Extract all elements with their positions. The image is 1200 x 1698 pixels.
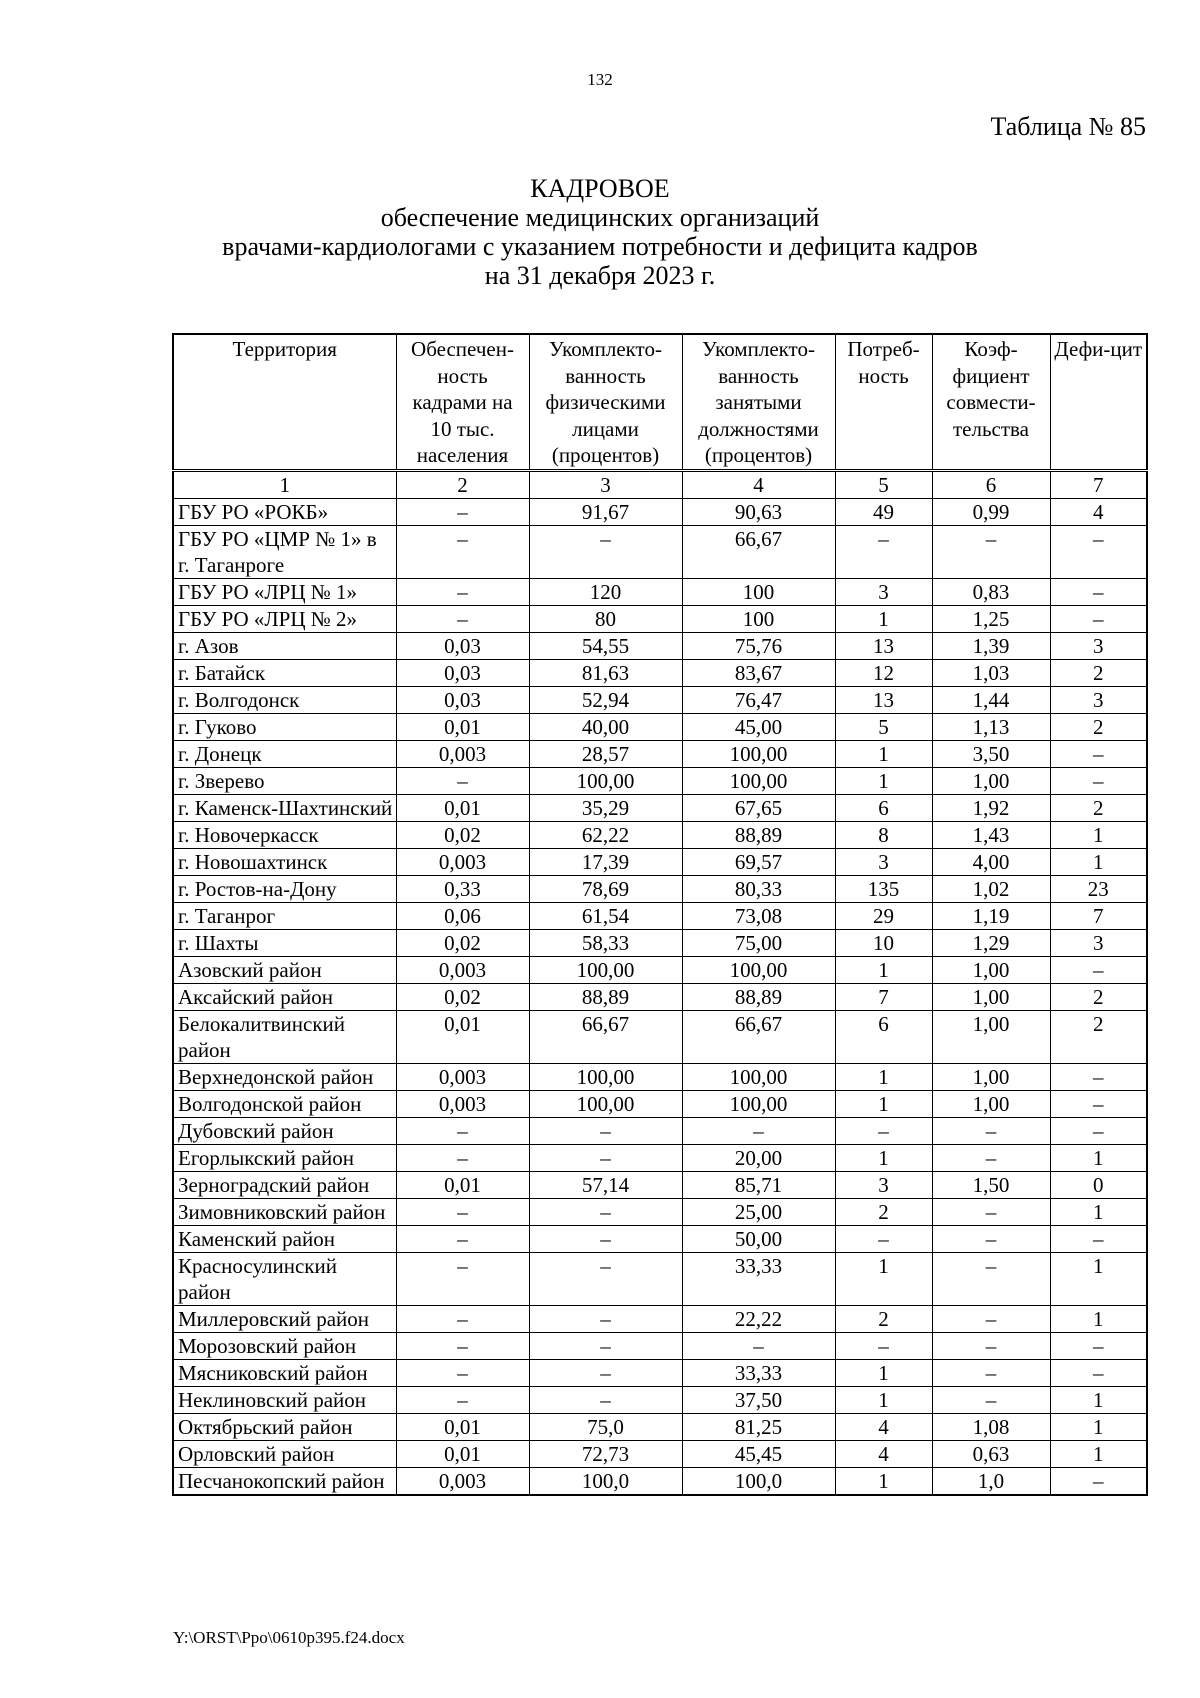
table-heading xyxy=(0,174,1200,290)
need-cell: 29 xyxy=(835,902,932,929)
deficit-cell: 1 xyxy=(1050,821,1147,848)
staffing-per-10k-cell: 0,003 xyxy=(396,1090,529,1117)
territory-cell: г. Каменск-Шахтинский xyxy=(173,794,396,821)
staffing-per-10k-cell: – xyxy=(396,1305,529,1332)
deficit-cell: 2 xyxy=(1050,713,1147,740)
need-cell: 10 xyxy=(835,929,932,956)
staffing-individuals-cell: – xyxy=(529,1198,682,1225)
territory-cell: г. Волгодонск xyxy=(173,686,396,713)
combination-coef-cell: 1,25 xyxy=(932,605,1050,632)
deficit-cell: – xyxy=(1050,1063,1147,1090)
table-row xyxy=(173,1063,1147,1090)
table-row xyxy=(173,1198,1147,1225)
staffing-positions-cell: 33,33 xyxy=(682,1252,835,1305)
deficit-cell: – xyxy=(1050,1332,1147,1359)
need-cell: 1 xyxy=(835,1252,932,1305)
table-label: Таблица № 85 xyxy=(990,112,1146,141)
staffing-individuals-cell: 100,00 xyxy=(529,1063,682,1090)
staffing-per-10k-cell: 0,003 xyxy=(396,848,529,875)
deficit-cell: 1 xyxy=(1050,848,1147,875)
combination-coef-cell: – xyxy=(932,1332,1050,1359)
staffing-per-10k-cell: – xyxy=(396,1386,529,1413)
staffing-per-10k-cell: 0,01 xyxy=(396,1440,529,1467)
staffing-positions-cell: 100,00 xyxy=(682,767,835,794)
staffing-per-10k-cell: – xyxy=(396,525,529,578)
combination-coef-cell: 1,0 xyxy=(932,1467,1050,1495)
need-cell: 13 xyxy=(835,686,932,713)
table-row xyxy=(173,1010,1147,1063)
need-cell: 8 xyxy=(835,821,932,848)
staffing-individuals-cell: 61,54 xyxy=(529,902,682,929)
combination-coef-cell: 1,29 xyxy=(932,929,1050,956)
need-cell: 1 xyxy=(835,1467,932,1495)
staffing-positions-cell: 50,00 xyxy=(682,1225,835,1252)
territory-cell: Белокалитвинский район xyxy=(173,1010,396,1063)
table-row xyxy=(173,605,1147,632)
staffing-positions-cell: 69,57 xyxy=(682,848,835,875)
table-row xyxy=(173,1467,1147,1495)
deficit-cell: 2 xyxy=(1050,659,1147,686)
staffing-individuals-cell: 91,67 xyxy=(529,498,682,525)
table-row xyxy=(173,1117,1147,1144)
territory-cell: Каменский район xyxy=(173,1225,396,1252)
combination-coef-cell: 1,00 xyxy=(932,767,1050,794)
table-row xyxy=(173,686,1147,713)
staffing-individuals-cell: 52,94 xyxy=(529,686,682,713)
staffing-per-10k-cell: 0,02 xyxy=(396,983,529,1010)
staffing-per-10k-cell: – xyxy=(396,578,529,605)
column-number: 4 xyxy=(682,470,835,498)
staffing-per-10k-cell: – xyxy=(396,498,529,525)
deficit-cell: – xyxy=(1050,1090,1147,1117)
staffing-individuals-cell: 57,14 xyxy=(529,1171,682,1198)
staffing-per-10k-cell: – xyxy=(396,1198,529,1225)
staffing-per-10k-cell: – xyxy=(396,1359,529,1386)
deficit-cell: 1 xyxy=(1050,1198,1147,1225)
territory-cell: Мясниковский район xyxy=(173,1359,396,1386)
territory-cell: Октябрьский район xyxy=(173,1413,396,1440)
staffing-individuals-cell: 120 xyxy=(529,578,682,605)
territory-cell: Миллеровский район xyxy=(173,1305,396,1332)
combination-coef-cell: 1,50 xyxy=(932,1171,1050,1198)
combination-coef-cell: 4,00 xyxy=(932,848,1050,875)
staffing-positions-cell: 75,76 xyxy=(682,632,835,659)
column-number: 6 xyxy=(932,470,1050,498)
staffing-individuals-cell: 58,33 xyxy=(529,929,682,956)
table-row xyxy=(173,1171,1147,1198)
staffing-individuals-cell: 75,0 xyxy=(529,1413,682,1440)
need-cell: 1 xyxy=(835,1144,932,1171)
deficit-cell: – xyxy=(1050,1225,1147,1252)
combination-coef-cell: 1,00 xyxy=(932,956,1050,983)
table-row xyxy=(173,929,1147,956)
territory-cell: Орловский район xyxy=(173,1440,396,1467)
territory-cell: г. Зверево xyxy=(173,767,396,794)
combination-coef-cell: – xyxy=(932,1198,1050,1225)
deficit-cell: 1 xyxy=(1050,1252,1147,1305)
deficit-cell: 1 xyxy=(1050,1305,1147,1332)
heading-line-1: КАДРОВОЕ xyxy=(530,174,670,203)
territory-cell: Волгодонской район xyxy=(173,1090,396,1117)
column-number: 1 xyxy=(173,470,396,498)
combination-coef-cell: 0,99 xyxy=(932,498,1050,525)
table-row xyxy=(173,632,1147,659)
staffing-positions-cell: 45,00 xyxy=(682,713,835,740)
territory-cell: г. Батайск xyxy=(173,659,396,686)
deficit-cell: 1 xyxy=(1050,1413,1147,1440)
column-number: 5 xyxy=(835,470,932,498)
territory-cell: г. Таганрог xyxy=(173,902,396,929)
staffing-positions-cell: 100,00 xyxy=(682,1090,835,1117)
need-cell: – xyxy=(835,1225,932,1252)
combination-coef-cell: 3,50 xyxy=(932,740,1050,767)
combination-coef-cell: – xyxy=(932,1117,1050,1144)
territory-cell: Дубовский район xyxy=(173,1117,396,1144)
staffing-individuals-cell: 40,00 xyxy=(529,713,682,740)
staffing-positions-cell: 100 xyxy=(682,605,835,632)
staffing-individuals-cell: – xyxy=(529,1225,682,1252)
staffing-positions-cell: 81,25 xyxy=(682,1413,835,1440)
staffing-table xyxy=(172,333,1148,1496)
combination-coef-cell: 1,00 xyxy=(932,983,1050,1010)
staffing-per-10k-cell: – xyxy=(396,767,529,794)
staffing-individuals-cell: 80 xyxy=(529,605,682,632)
staffing-per-10k-cell: 0,01 xyxy=(396,1010,529,1063)
deficit-cell: 1 xyxy=(1050,1440,1147,1467)
staffing-positions-cell: 85,71 xyxy=(682,1171,835,1198)
staffing-positions-cell: 33,33 xyxy=(682,1359,835,1386)
need-cell: 12 xyxy=(835,659,932,686)
territory-cell: г. Донецк xyxy=(173,740,396,767)
deficit-cell: 2 xyxy=(1050,794,1147,821)
staffing-positions-cell: 25,00 xyxy=(682,1198,835,1225)
combination-coef-cell: – xyxy=(932,1305,1050,1332)
staffing-positions-cell: 37,50 xyxy=(682,1386,835,1413)
staffing-positions-cell: 80,33 xyxy=(682,875,835,902)
col-header-territory: Территория xyxy=(173,334,396,470)
staffing-individuals-cell: – xyxy=(529,1305,682,1332)
need-cell: 1 xyxy=(835,1359,932,1386)
staffing-positions-cell: 66,67 xyxy=(682,525,835,578)
staffing-individuals-cell: 88,89 xyxy=(529,983,682,1010)
staffing-per-10k-cell: – xyxy=(396,1117,529,1144)
territory-cell: Зимовниковский район xyxy=(173,1198,396,1225)
table-row xyxy=(173,848,1147,875)
combination-coef-cell: 1,39 xyxy=(932,632,1050,659)
territory-cell: ГБУ РО «РОКБ» xyxy=(173,498,396,525)
staffing-positions-cell: 75,00 xyxy=(682,929,835,956)
heading-line-4: на 31 декабря 2023 г. xyxy=(484,261,716,290)
column-number: 2 xyxy=(396,470,529,498)
staffing-per-10k-cell: 0,003 xyxy=(396,956,529,983)
staffing-per-10k-cell: – xyxy=(396,605,529,632)
need-cell: 3 xyxy=(835,1171,932,1198)
staffing-individuals-cell: 81,63 xyxy=(529,659,682,686)
staffing-positions-cell: 100,00 xyxy=(682,740,835,767)
deficit-cell: 1 xyxy=(1050,1144,1147,1171)
combination-coef-cell: 0,63 xyxy=(932,1440,1050,1467)
territory-cell: г. Ростов-на-Дону xyxy=(173,875,396,902)
need-cell: 1 xyxy=(835,1063,932,1090)
deficit-cell: – xyxy=(1050,605,1147,632)
staffing-individuals-cell: – xyxy=(529,1252,682,1305)
combination-coef-cell: – xyxy=(932,1144,1050,1171)
deficit-cell: 7 xyxy=(1050,902,1147,929)
staffing-individuals-cell: 100,00 xyxy=(529,1090,682,1117)
need-cell: 7 xyxy=(835,983,932,1010)
table-row xyxy=(173,1225,1147,1252)
staffing-per-10k-cell: 0,003 xyxy=(396,1467,529,1495)
combination-coef-cell: 1,00 xyxy=(932,1063,1050,1090)
need-cell: 1 xyxy=(835,767,932,794)
need-cell: 13 xyxy=(835,632,932,659)
staffing-per-10k-cell: 0,03 xyxy=(396,632,529,659)
staffing-positions-cell: 67,65 xyxy=(682,794,835,821)
table-row xyxy=(173,498,1147,525)
need-cell: 3 xyxy=(835,578,932,605)
deficit-cell: 2 xyxy=(1050,983,1147,1010)
staffing-positions-cell: – xyxy=(682,1332,835,1359)
need-cell: – xyxy=(835,525,932,578)
staffing-per-10k-cell: – xyxy=(396,1144,529,1171)
territory-cell: г. Азов xyxy=(173,632,396,659)
combination-coef-cell: – xyxy=(932,1252,1050,1305)
need-cell: 1 xyxy=(835,605,932,632)
territory-cell: Егорлыкский район xyxy=(173,1144,396,1171)
combination-coef-cell: 1,03 xyxy=(932,659,1050,686)
col-header-staffing-individuals: Укомплекто-ванность физическими лицами (процентов) xyxy=(529,334,682,470)
need-cell: – xyxy=(835,1332,932,1359)
table-row xyxy=(173,767,1147,794)
table-row xyxy=(173,659,1147,686)
staffing-positions-cell: 88,89 xyxy=(682,821,835,848)
staffing-individuals-cell: – xyxy=(529,1359,682,1386)
staffing-per-10k-cell: 0,01 xyxy=(396,713,529,740)
need-cell: 4 xyxy=(835,1413,932,1440)
header-row xyxy=(173,334,1147,470)
staffing-individuals-cell: 72,73 xyxy=(529,1440,682,1467)
territory-cell: Азовский район xyxy=(173,956,396,983)
territory-cell: Неклиновский район xyxy=(173,1386,396,1413)
deficit-cell: 1 xyxy=(1050,1386,1147,1413)
staffing-individuals-cell: 17,39 xyxy=(529,848,682,875)
combination-coef-cell: – xyxy=(932,1225,1050,1252)
staffing-per-10k-cell: 0,003 xyxy=(396,740,529,767)
combination-coef-cell: 1,19 xyxy=(932,902,1050,929)
need-cell: 1 xyxy=(835,740,932,767)
staffing-individuals-cell: 28,57 xyxy=(529,740,682,767)
deficit-cell: 3 xyxy=(1050,632,1147,659)
territory-cell: Аксайский район xyxy=(173,983,396,1010)
territory-cell: г. Новошахтинск xyxy=(173,848,396,875)
territory-cell: Красносулинский район xyxy=(173,1252,396,1305)
territory-cell: ГБУ РО «ЛРЦ № 2» xyxy=(173,605,396,632)
territory-cell: ГБУ РО «ЦМР № 1» в г. Таганроге xyxy=(173,525,396,578)
table-row xyxy=(173,1252,1147,1305)
need-cell: 1 xyxy=(835,1386,932,1413)
table-row xyxy=(173,525,1147,578)
staffing-individuals-cell: 62,22 xyxy=(529,821,682,848)
staffing-per-10k-cell: 0,01 xyxy=(396,1413,529,1440)
staffing-positions-cell: 66,67 xyxy=(682,1010,835,1063)
table-row xyxy=(173,1305,1147,1332)
staffing-per-10k-cell: 0,02 xyxy=(396,929,529,956)
table-row xyxy=(173,983,1147,1010)
table-row xyxy=(173,875,1147,902)
territory-cell: г. Новочеркасск xyxy=(173,821,396,848)
col-header-staffing-per-10k: Обеспечен-ность кадрами на 10 тыс. населения xyxy=(396,334,529,470)
staffing-individuals-cell: 100,00 xyxy=(529,767,682,794)
table-row xyxy=(173,740,1147,767)
staffing-per-10k-cell: 0,33 xyxy=(396,875,529,902)
col-header-combination-coef: Коэф-фициент совмести-тельства xyxy=(932,334,1050,470)
combination-coef-cell: 1,00 xyxy=(932,1090,1050,1117)
territory-cell: Морозовский район xyxy=(173,1332,396,1359)
staffing-positions-cell: 100,00 xyxy=(682,956,835,983)
deficit-cell: 23 xyxy=(1050,875,1147,902)
deficit-cell: 3 xyxy=(1050,686,1147,713)
table-row xyxy=(173,1332,1147,1359)
need-cell: 2 xyxy=(835,1198,932,1225)
column-number: 7 xyxy=(1050,470,1147,498)
combination-coef-cell: – xyxy=(932,1359,1050,1386)
combination-coef-cell: 1,44 xyxy=(932,686,1050,713)
staffing-individuals-cell: 78,69 xyxy=(529,875,682,902)
table-row xyxy=(173,1359,1147,1386)
staffing-positions-cell: 88,89 xyxy=(682,983,835,1010)
table-row xyxy=(173,821,1147,848)
staffing-per-10k-cell: 0,01 xyxy=(396,794,529,821)
column-number: 3 xyxy=(529,470,682,498)
staffing-individuals-cell: 100,0 xyxy=(529,1467,682,1495)
deficit-cell: 4 xyxy=(1050,498,1147,525)
combination-coef-cell: 1,43 xyxy=(932,821,1050,848)
staffing-positions-cell: 22,22 xyxy=(682,1305,835,1332)
need-cell: 6 xyxy=(835,1010,932,1063)
table-row xyxy=(173,902,1147,929)
need-cell: 5 xyxy=(835,713,932,740)
combination-coef-cell: – xyxy=(932,1386,1050,1413)
col-header-need: Потреб-ность xyxy=(835,334,932,470)
staffing-per-10k-cell: – xyxy=(396,1225,529,1252)
staffing-per-10k-cell: 0,003 xyxy=(396,1063,529,1090)
table-row xyxy=(173,713,1147,740)
need-cell: 1 xyxy=(835,1090,932,1117)
table-row xyxy=(173,1413,1147,1440)
staffing-per-10k-cell: 0,03 xyxy=(396,659,529,686)
staffing-positions-cell: 20,00 xyxy=(682,1144,835,1171)
deficit-cell: 3 xyxy=(1050,929,1147,956)
staffing-individuals-cell: 54,55 xyxy=(529,632,682,659)
staffing-individuals-cell: 66,67 xyxy=(529,1010,682,1063)
need-cell: 135 xyxy=(835,875,932,902)
deficit-cell: – xyxy=(1050,1359,1147,1386)
need-cell: 2 xyxy=(835,1305,932,1332)
need-cell: 1 xyxy=(835,956,932,983)
combination-coef-cell: 1,92 xyxy=(932,794,1050,821)
deficit-cell: – xyxy=(1050,740,1147,767)
col-header-staffing-positions: Укомплекто-ванность занятыми должностями (процентов) xyxy=(682,334,835,470)
table-row xyxy=(173,1440,1147,1467)
staffing-positions-cell: 100,0 xyxy=(682,1467,835,1495)
need-cell: 6 xyxy=(835,794,932,821)
staffing-positions-cell: 76,47 xyxy=(682,686,835,713)
need-cell: 4 xyxy=(835,1440,932,1467)
table-row xyxy=(173,578,1147,605)
footer-file-path: Y:\ORST\Ppo\0610p395.f24.docx xyxy=(173,1628,405,1647)
combination-coef-cell: 1,02 xyxy=(932,875,1050,902)
combination-coef-cell: 0,83 xyxy=(932,578,1050,605)
staffing-per-10k-cell: – xyxy=(396,1332,529,1359)
table-row xyxy=(173,1386,1147,1413)
deficit-cell: – xyxy=(1050,525,1147,578)
table-row xyxy=(173,1144,1147,1171)
heading-line-3: врачами-кардиологами с указанием потребности и дефицита кадров xyxy=(222,232,978,261)
heading-line-2: обеспечение медицинских организаций xyxy=(380,203,820,232)
staffing-positions-cell: 83,67 xyxy=(682,659,835,686)
staffing-per-10k-cell: 0,02 xyxy=(396,821,529,848)
col-header-deficit: Дефи-цит xyxy=(1050,334,1147,470)
staffing-per-10k-cell: 0,03 xyxy=(396,686,529,713)
combination-coef-cell: 1,13 xyxy=(932,713,1050,740)
staffing-per-10k-cell: – xyxy=(396,1252,529,1305)
need-cell: 3 xyxy=(835,848,932,875)
territory-cell: г. Гуково xyxy=(173,713,396,740)
staffing-positions-cell: 100,00 xyxy=(682,1063,835,1090)
staffing-individuals-cell: – xyxy=(529,1386,682,1413)
need-cell: – xyxy=(835,1117,932,1144)
table-row xyxy=(173,794,1147,821)
deficit-cell: 2 xyxy=(1050,1010,1147,1063)
staffing-positions-cell: 73,08 xyxy=(682,902,835,929)
staffing-per-10k-cell: 0,06 xyxy=(396,902,529,929)
deficit-cell: – xyxy=(1050,1117,1147,1144)
staffing-positions-cell: 45,45 xyxy=(682,1440,835,1467)
staffing-individuals-cell: – xyxy=(529,1117,682,1144)
column-number-row xyxy=(173,470,1147,498)
staffing-individuals-cell: – xyxy=(529,1144,682,1171)
territory-cell: ГБУ РО «ЛРЦ № 1» xyxy=(173,578,396,605)
combination-coef-cell: 1,00 xyxy=(932,1010,1050,1063)
territory-cell: г. Шахты xyxy=(173,929,396,956)
territory-cell: Зерноградский район xyxy=(173,1171,396,1198)
staffing-individuals-cell: 100,00 xyxy=(529,956,682,983)
page-number: 132 xyxy=(587,70,613,89)
staffing-positions-cell: 90,63 xyxy=(682,498,835,525)
staffing-individuals-cell: – xyxy=(529,1332,682,1359)
staffing-individuals-cell: 35,29 xyxy=(529,794,682,821)
table-row xyxy=(173,1090,1147,1117)
deficit-cell: 0 xyxy=(1050,1171,1147,1198)
table-row xyxy=(173,956,1147,983)
deficit-cell: – xyxy=(1050,956,1147,983)
deficit-cell: – xyxy=(1050,1467,1147,1495)
need-cell: 49 xyxy=(835,498,932,525)
staffing-positions-cell: – xyxy=(682,1117,835,1144)
staffing-per-10k-cell: 0,01 xyxy=(396,1171,529,1198)
deficit-cell: – xyxy=(1050,767,1147,794)
territory-cell: Песчанокопский район xyxy=(173,1467,396,1495)
combination-coef-cell: 1,08 xyxy=(932,1413,1050,1440)
combination-coef-cell: – xyxy=(932,525,1050,578)
staffing-individuals-cell: – xyxy=(529,525,682,578)
deficit-cell: – xyxy=(1050,578,1147,605)
territory-cell: Верхнедонской район xyxy=(173,1063,396,1090)
staffing-positions-cell: 100 xyxy=(682,578,835,605)
